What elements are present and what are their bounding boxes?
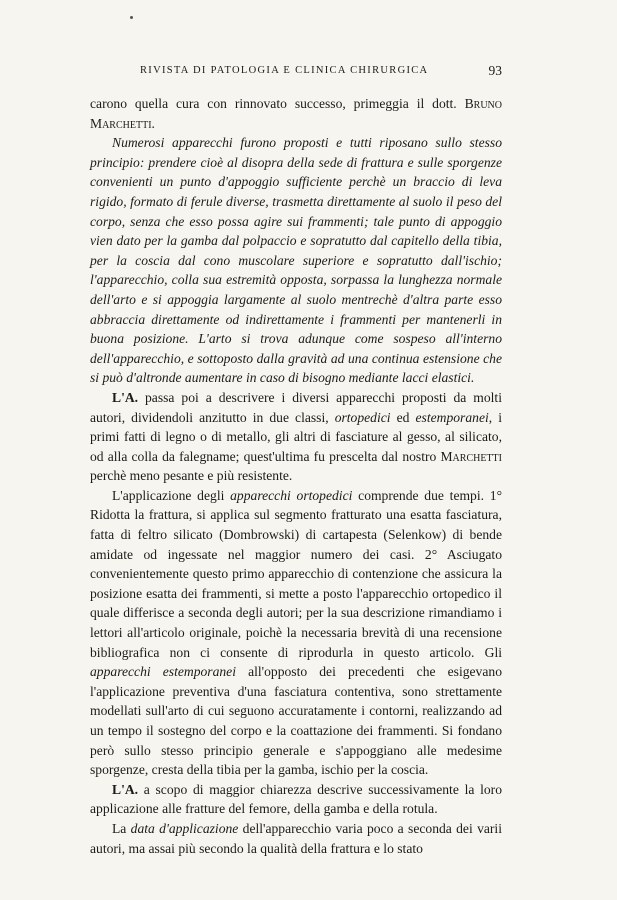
page-number: 93: [488, 63, 502, 78]
body-text: [90, 94, 502, 858]
paragraph-4: L'applicazione degli apparecchi ortopedici comprende due tempi. 1° Ridotta la frattura, si applica sul segmento fratturato una esatta fasciatura, fatta di feltro silicato (Dombrowski) di cartapesta (Selenkow) di bende amidate od ingessate nel maggior numero dei casi. 2° Asciugato convenientemente questo primo apparecchio di contenzione che assicura la posizione esatta dei frammenti, si mette a posto l'apparecchio ortopedico il quale differisce a seconda degli autori; per la sua descrizione rimandiamo i lettori all'articolo originale, poichè la necessaria brevità di una recensione bibliografica non ci consente di riprodurla in questo articolo. Gli apparecchi estemporanei all'opposto dei precedenti che esigevano l'applicazione preventiva d'una fasciatura contentiva, sono strettamente modellati sull'arto di cui seguono accuratamente i contorni, realizzando ad un tempo il sostegno del corpo e la coattazione dei frammenti. Si fondano però sullo stesso principio generale e s'appoggiano alle medesime sporgenze, cresta della tibia per la gamba, ischio per la coscia.: [90, 487, 503, 778]
paragraph-6: La data d'applicazione dell'apparecchio varia poco a seconda dei varii autori, ma assai più secondo la qualità della frattura e lo stato: [90, 820, 502, 856]
author-name: Marchetti: [440, 448, 502, 464]
paragraph-3: L'A. passa poi a descrivere i diversi apparecchi proposti da molti autori, dividendoli anzitutto in due classi, ortopedici ed estemporanei, i primi fatti di legno o di metallo, gli altri di fasciature al gesso, al silicato, od alla colla da falegname; quest'ultima fu prescelta dal nostro Marchetti perchè meno pesante e più resistente.: [90, 389, 502, 484]
paragraph-5: L'A. a scopo di maggior chiarezza descrive successivamente la loro applicazione alle fratture del femore, della gamba e della rotula.: [90, 781, 502, 817]
running-head: RIVISTA DI PATOLOGIA E CLINICA CHIRURGICA: [140, 65, 429, 76]
page-header: [100, 63, 502, 83]
print-speck: [130, 16, 133, 19]
paragraph-1: carono quella cura con rinnovato successo, primeggia il dott. Bruno Marchetti.: [90, 96, 502, 131]
author-name: Bruno Marchetti.: [90, 96, 502, 131]
paragraph-2-quotation: Numerosi apparecchi furono proposti e tutti riposano sullo stesso principio: prendere cioè al disopra della sede di frattura e sulle sporgenze convenienti un punto d'appoggio sufficiente perchè un braccio di leva rigido, formato di ferule diverse, trasmetta direttamente al suolo il peso del corpo, senza che esso possa agire sui frammenti; tale punto di appoggio vien dato per la gamba dal polpaccio e sopratutto dal capitello della tibia, per la coscia dal cono muscolare superiore e sopratutto dall'ischio; l'apparecchio, colla sua estremità opposta, sorpassa la lunghezza normale dell'arto e si appoggia largamente al suolo mentrechè d'altra parte esso abbraccia direttamente od indirettamente i frammenti per mantenerli in buona posizione. L'arto si trova adunque come sospeso all'interno dell'apparecchio, e sottoposto dalla gravità ad una continua estensione che si può d'altronde aumentare in caso di bisogno mediante lacci elastici.: [90, 135, 502, 386]
